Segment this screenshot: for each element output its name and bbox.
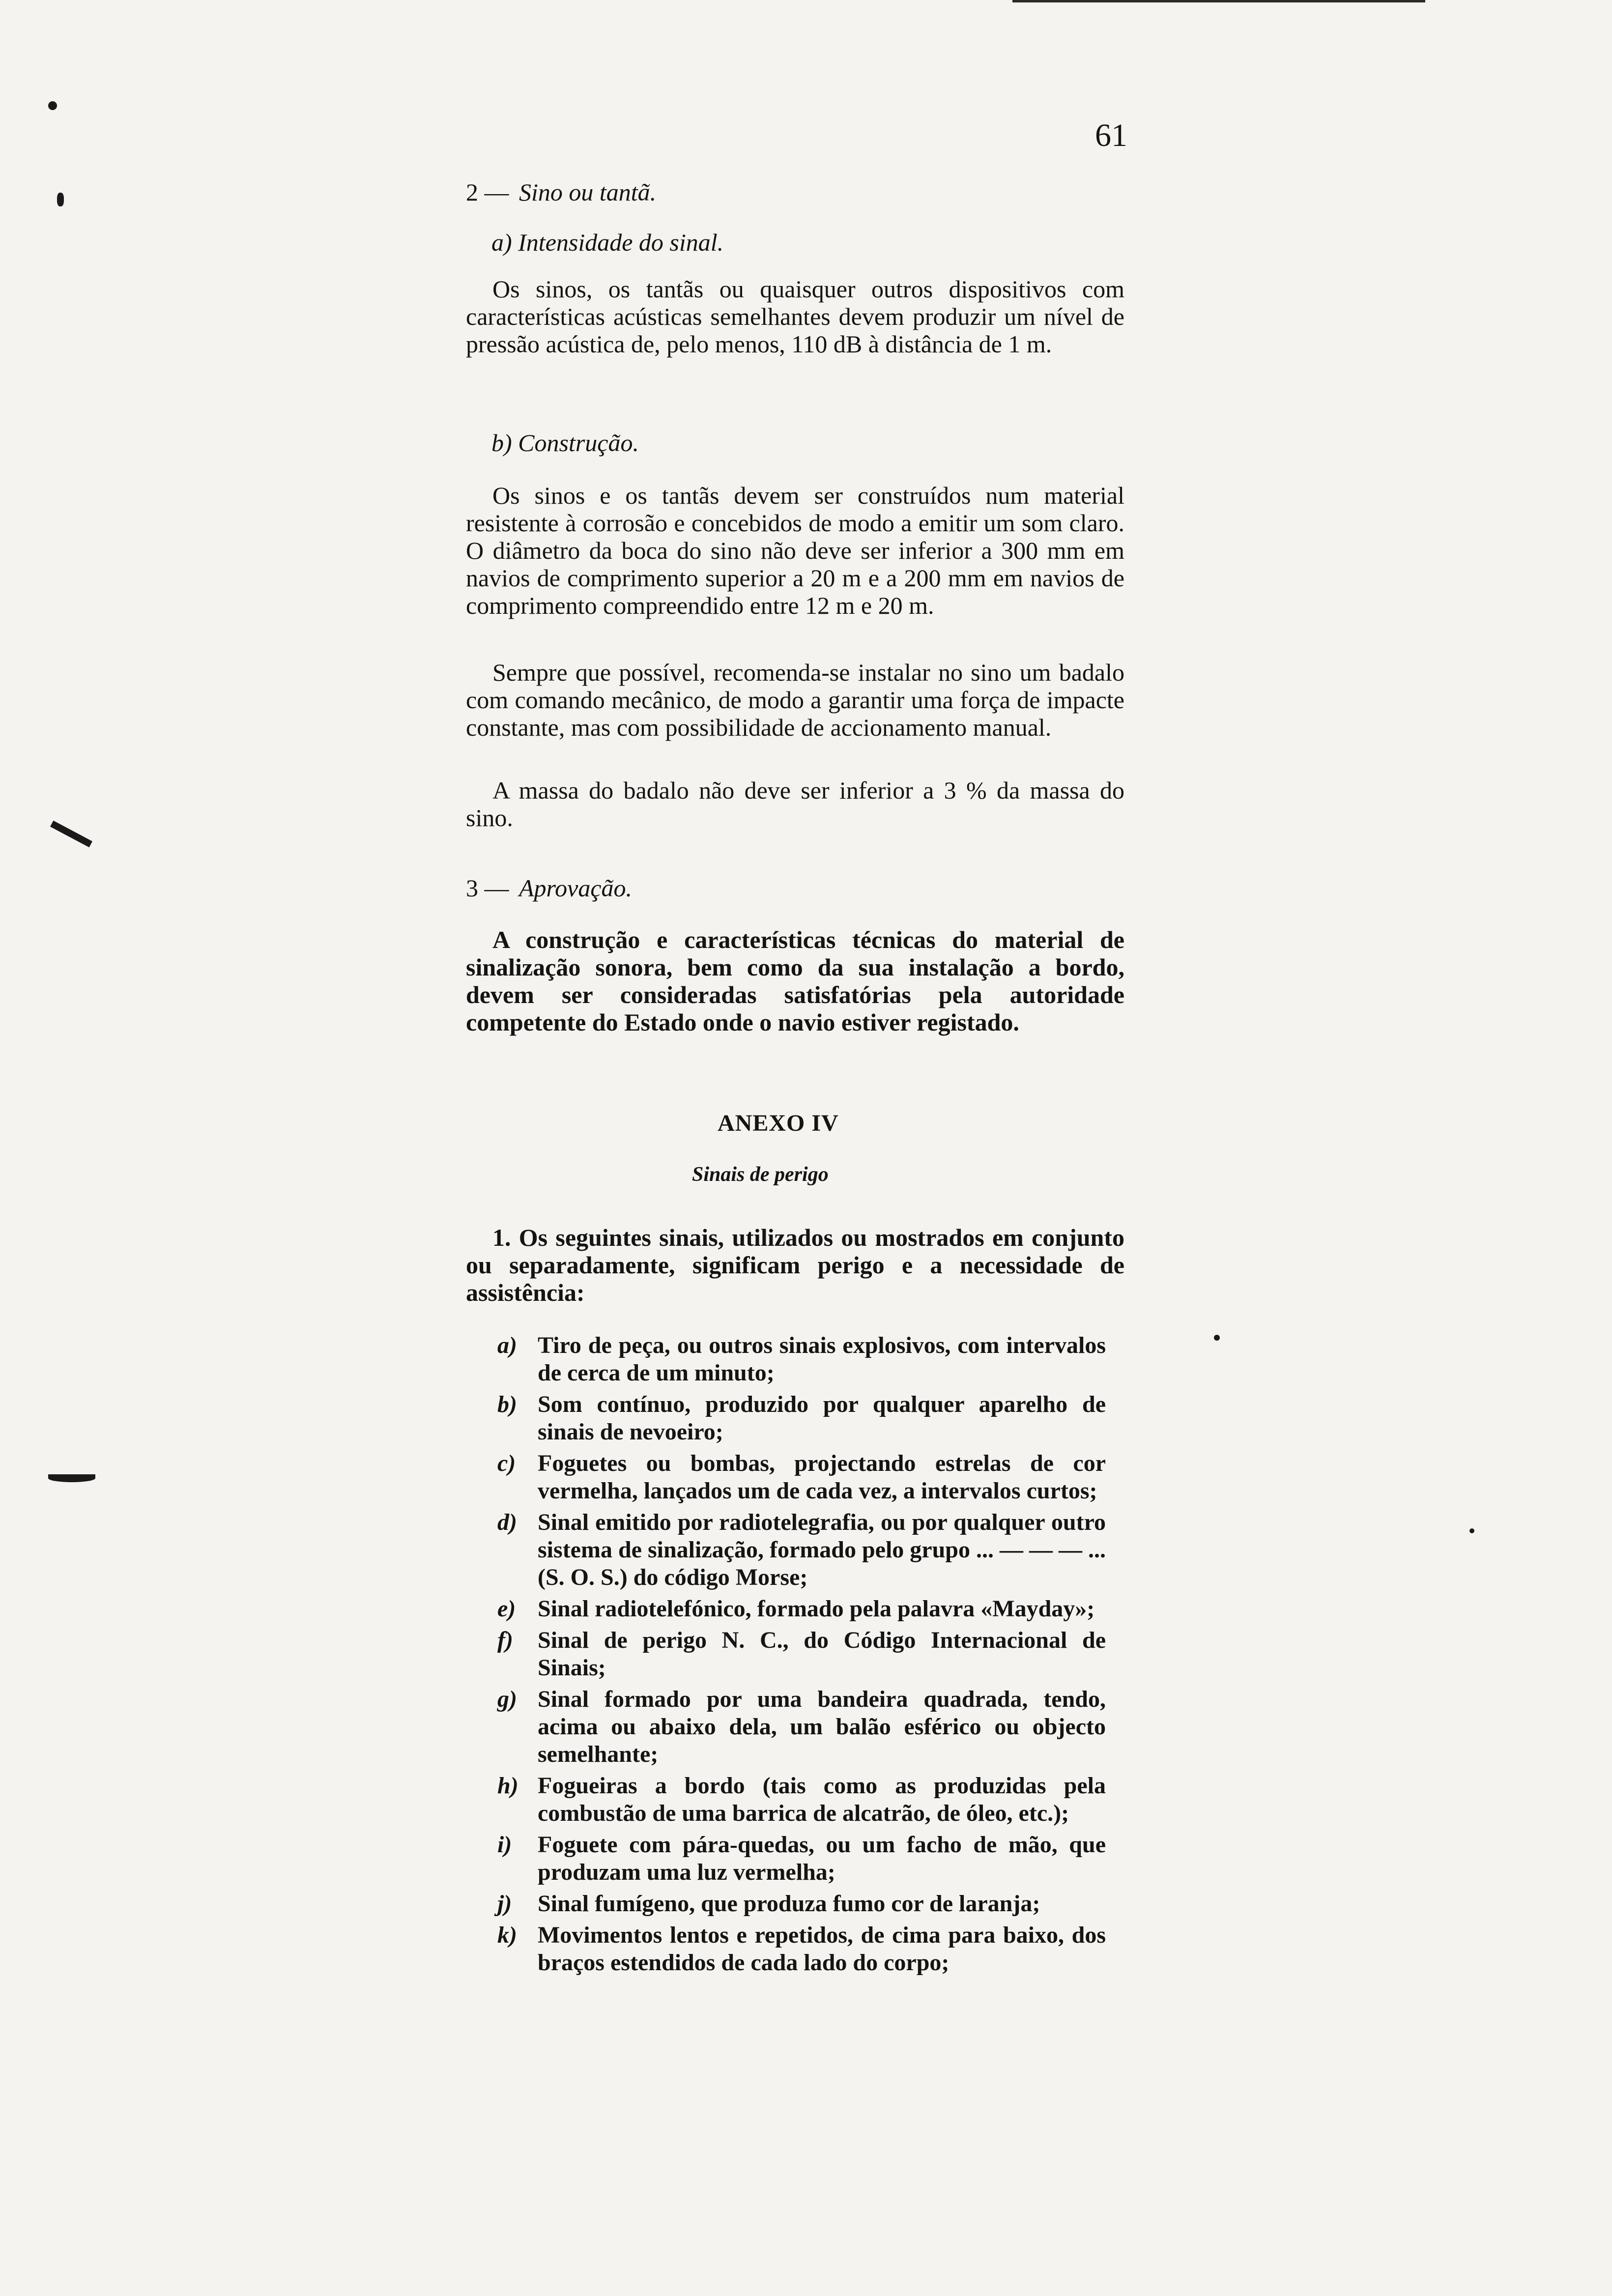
list-item-letter: g) — [497, 1686, 517, 1712]
annex-subtitle: Sinais de perigo — [692, 1163, 829, 1186]
subsection-b-text-2: Sempre que possível, recomenda-se instalar no sino um badalo com comando mecânico, de modo a garantir uma força de impacte constante, mas com possibilidade de accionamento manual. — [466, 659, 1124, 741]
list-item-text: Som contínuo, produzido por qualquer aparelho de sinais de nevoeiro; — [538, 1391, 1106, 1445]
list-item — [491, 1509, 1106, 1591]
scan-speck — [1469, 1528, 1474, 1533]
list-item-letter: i) — [497, 1832, 512, 1858]
distress-signal-list — [491, 1332, 1106, 1980]
list-item-letter: e) — [497, 1596, 516, 1622]
list-item-letter: f) — [497, 1627, 513, 1653]
list-item-text: Sinal emitido por radiotelegrafia, ou por qualquer outro sistema de sinalização, formado pelo grupo ... — — — ... (S. O. S.) do código Morse; — [538, 1509, 1106, 1590]
subsection-a-label: a) Intensidade do sinal. — [491, 229, 724, 256]
scan-speck — [57, 193, 64, 206]
list-item-letter: c) — [497, 1450, 516, 1476]
list-item — [491, 1595, 1106, 1623]
list-item — [491, 1627, 1106, 1682]
subsection-b-text-3: A massa do badalo não deve ser inferior a 3 % da massa do sino. — [466, 776, 1124, 832]
subsection-a-text: Os sinos, os tantãs ou quaisquer outros dispositivos com características acústicas semelhantes devem produzir um nível de pressão acústica de, pelo menos, 110 dB à distância de 1 m. — [466, 275, 1124, 358]
subsection-b-text-1: Os sinos e os tantãs devem ser construídos num material resistente à corrosão e concebidos de modo a emitir um som claro. O diâmetro da boca do sino não deve ser inferior a 300 mm em navios de comprimento superior a 20 m e a 200 mm em navios de comprimento compreendido entre 12 m e 20 m. — [466, 482, 1124, 619]
list-item-letter: b) — [497, 1391, 517, 1417]
list-item — [491, 1450, 1106, 1505]
page-number: 61 — [1095, 117, 1127, 153]
list-item — [491, 1332, 1106, 1387]
top-scan-line — [1012, 0, 1425, 2]
list-item — [491, 1391, 1106, 1446]
list-item-text: Foguete com pára-quedas, ou um facho de mão, que produzam uma luz vermelha; — [538, 1832, 1106, 1885]
list-item-letter: a) — [497, 1332, 517, 1358]
list-item-text: Tiro de peça, ou outros sinais explosivos, com intervalos de cerca de um minuto; — [538, 1332, 1106, 1386]
section-3-heading — [466, 874, 1124, 902]
list-item-text: Sinal fumígeno, que produza fumo cor de laranja; — [538, 1891, 1040, 1917]
list-item-text: Movimentos lentos e repetidos, de cima para baixo, dos braços estendidos de cada lado do corpo; — [538, 1922, 1106, 1976]
scan-speck — [48, 1474, 95, 1482]
list-item-letter: j) — [497, 1891, 512, 1917]
section-3-title: Aprovação. — [519, 874, 633, 902]
section-3-text: A construção e características técnicas do material de sinalização sonora, bem como da sua instalação a bordo, devem ser consideradas satisfatórias pela autoridade competente do Estado onde o navio estiver registado. — [466, 926, 1124, 1036]
list-item — [491, 1772, 1106, 1827]
list-item-text: Fogueiras a bordo (tais como as produzidas pela combustão de uma barrica de alcatrão, de óleo, etc.); — [538, 1773, 1106, 1826]
list-item-text: Sinal radiotelefónico, formado pela palavra «Mayday»; — [538, 1596, 1095, 1622]
list-item — [491, 1922, 1106, 1977]
annex-intro: 1. Os seguintes sinais, utilizados ou mostrados em conjunto ou separadamente, significam perigo e a necessidade de assistência: — [466, 1224, 1124, 1306]
section-3-number: 3 — — [466, 874, 509, 902]
list-item-text: Sinal de perigo N. C., do Código Internacional de Sinais; — [538, 1627, 1106, 1681]
scan-speck — [50, 821, 92, 848]
list-item-letter: h) — [497, 1773, 518, 1799]
list-item — [491, 1686, 1106, 1768]
list-item — [491, 1890, 1106, 1918]
section-2-number: 2 — — [466, 178, 509, 206]
scan-speck — [1214, 1335, 1220, 1341]
section-2-title: Sino ou tantã. — [519, 178, 657, 206]
list-item-letter: d) — [497, 1509, 517, 1535]
section-2-heading — [466, 178, 1124, 206]
list-item-text: Sinal formado por uma bandeira quadrada, tendo, acima ou abaixo dela, um balão esférico ou objecto semelhante; — [538, 1686, 1106, 1767]
list-item — [491, 1831, 1106, 1886]
scan-speck — [48, 101, 57, 110]
annex-title: ANEXO IV — [718, 1110, 839, 1136]
list-item-letter: k) — [497, 1922, 517, 1948]
list-item-text: Foguetes ou bombas, projectando estrelas de cor vermelha, lançados um de cada vez, a intervalos curtos; — [538, 1450, 1106, 1504]
subsection-b-label: b) Construção. — [491, 429, 639, 457]
